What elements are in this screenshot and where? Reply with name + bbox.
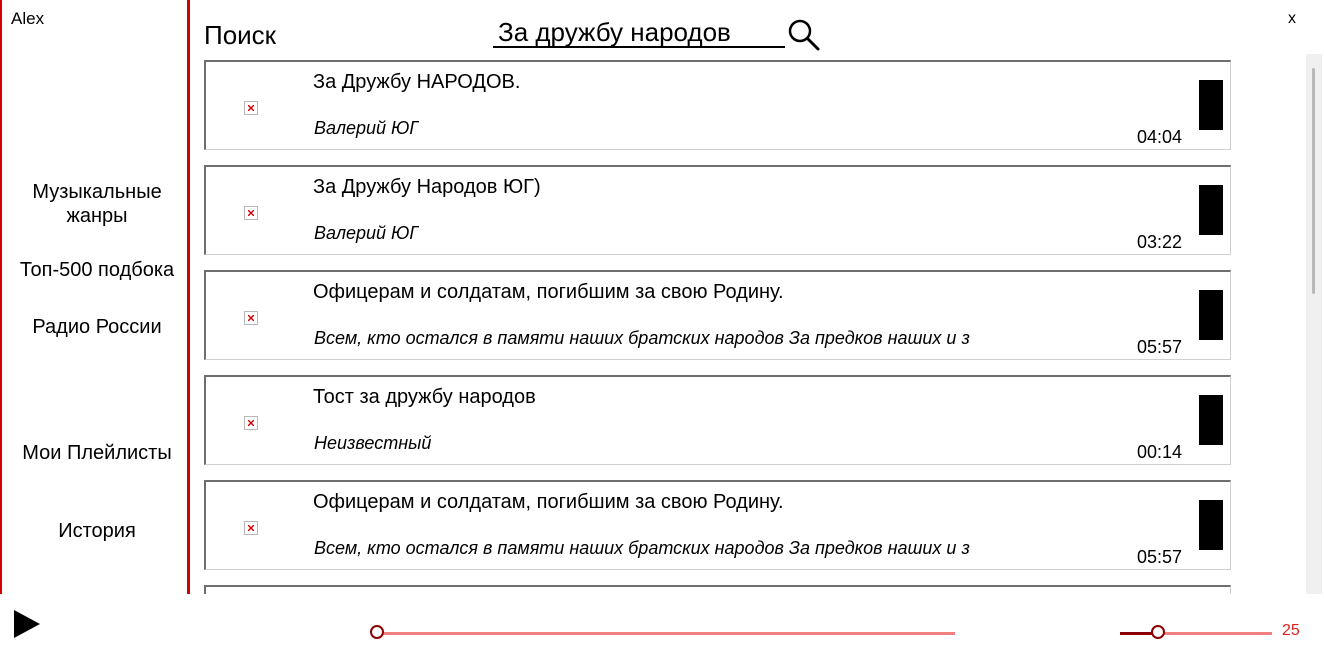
track-action-button[interactable] [1199,500,1223,550]
track-row[interactable] [204,375,1231,465]
track-title: Тост за дружбу народов [313,386,536,408]
broken-image-icon [244,416,258,430]
track-action-button[interactable] [1199,185,1223,235]
play-button[interactable] [12,609,42,639]
scrollbar[interactable] [1306,54,1322,594]
scroll-thumb[interactable] [1312,68,1315,294]
track-row[interactable] [204,270,1231,360]
track-duration: 00:14 [1137,442,1183,462]
volume-value: 25 [1282,622,1300,639]
search-field [493,18,785,48]
track-title: За Дружбу НАРОДОВ. [313,71,521,93]
track-artist: Валерий ЮГ [314,118,420,138]
volume-slider[interactable] [1120,622,1274,644]
track-duration: 04:04 [1137,127,1183,147]
track-action-button[interactable] [1199,395,1223,445]
track-title: Офицерам и солдатам, погибшим за свою Родину. [313,281,784,303]
track-row[interactable] [204,165,1231,255]
search-input[interactable] [493,18,786,46]
track-artist: Всем, кто остался в памяти наших братских народов За предков наших и з [314,538,970,558]
progress-track [378,632,955,635]
broken-image-icon [244,521,258,535]
track-action-button[interactable] [1199,80,1223,130]
progress-slider[interactable] [368,622,958,644]
play-icon [12,609,42,639]
track-duration: 05:57 [1137,547,1183,567]
broken-image-icon [244,311,258,325]
progress-knob[interactable] [370,625,384,639]
sidebar-item-radio-russia[interactable]: Радио России [32,316,162,338]
track-title: Офицерам и солдатам, погибшим за свою Родину. [313,491,784,513]
sidebar-item-music-genres[interactable]: Музыкальные жанры [32,181,162,227]
track-row[interactable] [204,585,1231,594]
track-duration: 03:22 [1137,232,1183,252]
sidebar-item-top-500[interactable]: Топ-500 подбока [19,259,175,281]
track-title: За Дружбу Народов ЮГ) [313,176,541,198]
track-artist: Валерий ЮГ [314,223,420,243]
search-icon[interactable] [787,18,821,52]
close-button[interactable]: x [1288,10,1296,27]
volume-knob[interactable] [1151,625,1165,639]
broken-image-icon [244,206,258,220]
track-list [204,60,1232,594]
track-row[interactable] [204,60,1231,150]
track-artist: Неизвестный [314,433,432,453]
track-row[interactable] [204,480,1231,570]
track-duration: 05:57 [1137,337,1183,357]
track-action-button[interactable] [1199,290,1223,340]
sidebar-item-my-playlists[interactable]: Мои Плейлисты [22,442,172,464]
page-title: Поиск [204,20,277,50]
broken-image-icon [244,101,258,115]
track-artist: Всем, кто остался в памяти наших братских народов За предков наших и з [314,328,970,348]
username: Alex [11,9,45,28]
sidebar-item-history[interactable]: История [58,520,136,542]
sidebar [0,0,190,594]
